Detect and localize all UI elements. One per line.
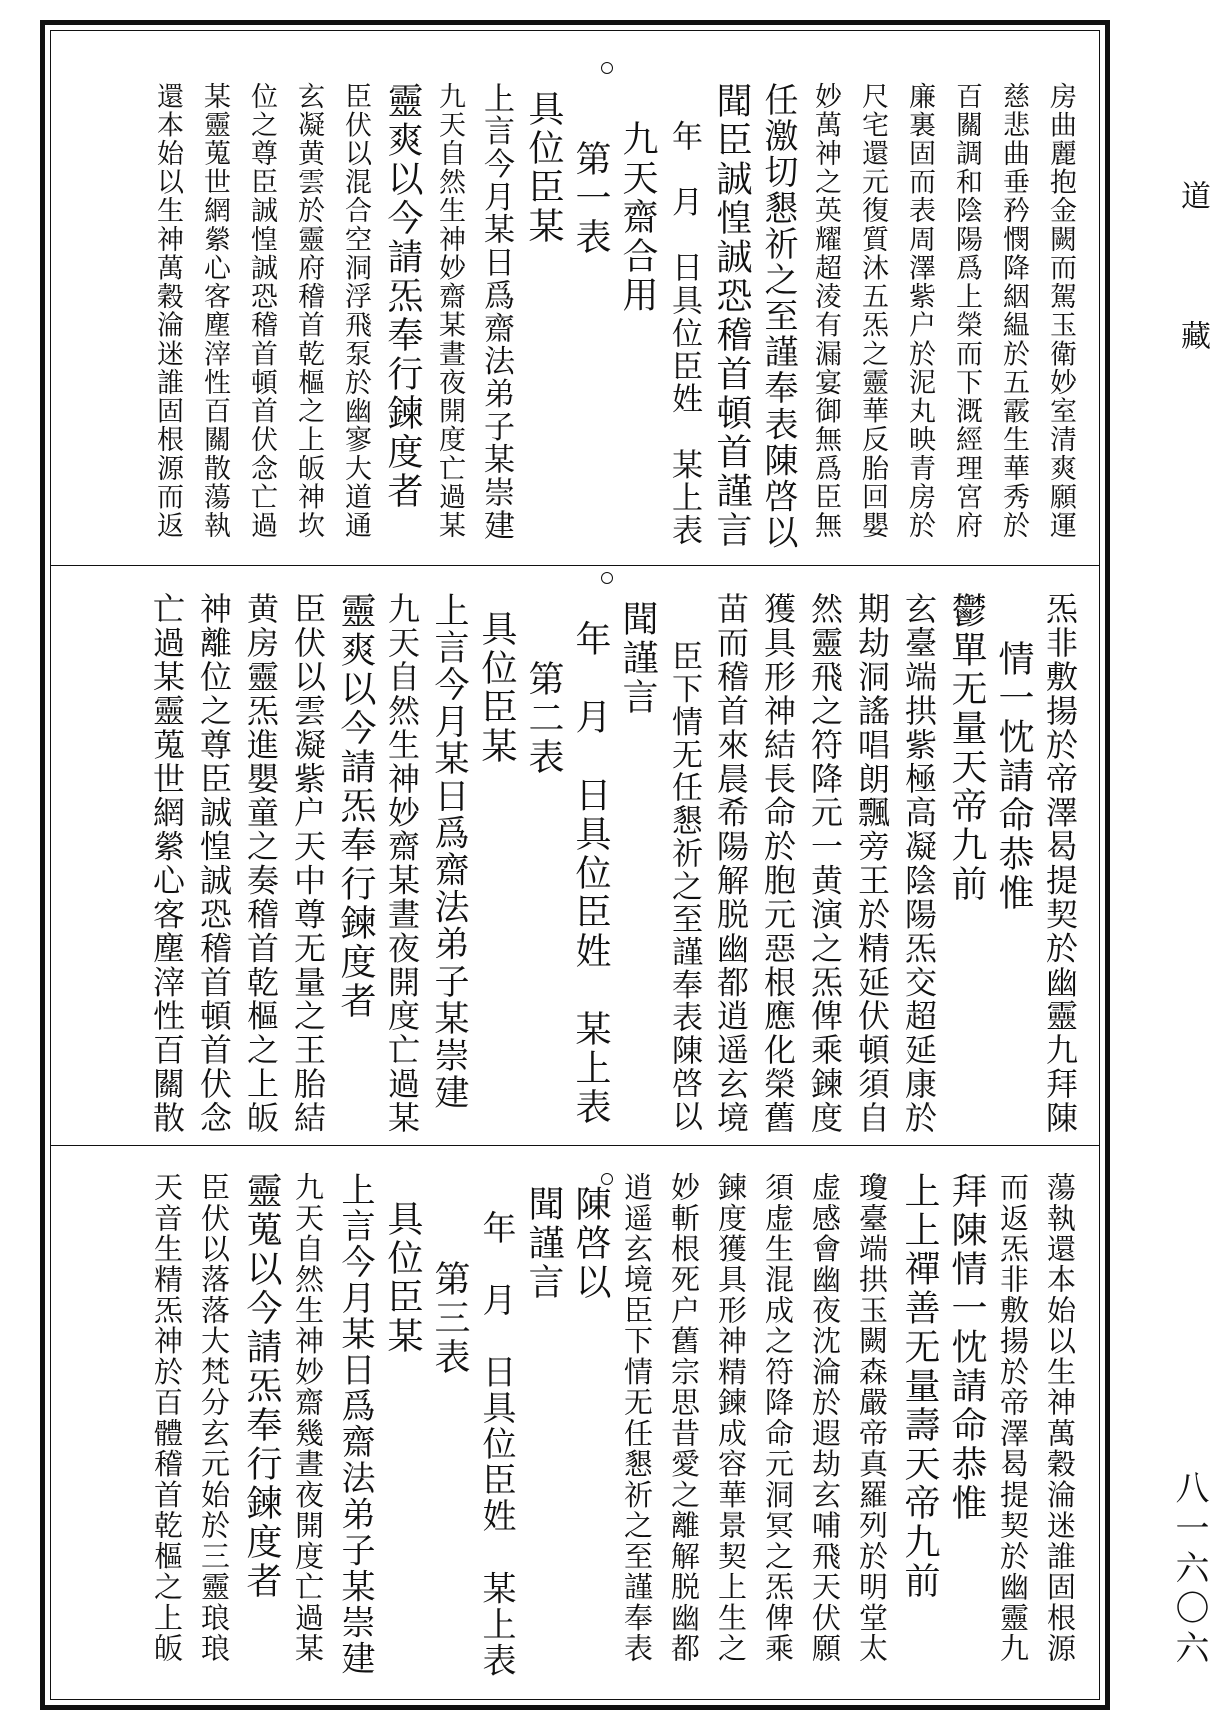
block-divider-2 xyxy=(50,1145,1100,1146)
text-column: 蕩執還本始以生神萬穀淪迷誰固根源 xyxy=(1043,1172,1077,1664)
text-column: 玄臺端拱紫極高凝陰陽炁交超延康於 xyxy=(900,592,938,1135)
text-column: 妙萬神之英耀超淩有漏宴御無爲臣無 xyxy=(810,82,841,540)
margin-book-char-2: 藏 xyxy=(1175,320,1210,356)
text-column: 臣伏以落落大梵分玄元始於三靈琅琅 xyxy=(197,1172,231,1664)
text-column: 靈蒐以今請炁奉行鍊度者 xyxy=(241,1172,282,1601)
heading: 第二表 xyxy=(523,660,564,777)
circle-mark xyxy=(601,572,613,584)
text-column: 黄房靈炁進嬰童之奏稽首乾樞之上皈 xyxy=(242,592,280,1135)
heading: 第三表 xyxy=(429,1260,470,1377)
text-column: 具位臣某 xyxy=(523,90,564,246)
text-column: 慈悲曲垂矜憫降絪緼於五霰生華秀於 xyxy=(998,82,1029,540)
text-column: 期劫洞謠唱朗飄旁王於精延伏頓須自 xyxy=(853,592,891,1135)
text-column: 任激切懇祈之至謹奉表陳啓以 xyxy=(758,82,798,551)
text-column: 逍遥玄境臣下情无任懇祈之至謹奉表 xyxy=(620,1172,654,1664)
text-column: 鍊度獲具形神精鍊成容華景契上生之 xyxy=(714,1172,748,1664)
circle-mark xyxy=(601,1173,613,1185)
text-column: 某靈蒐世網縈心客塵滓性百關散蕩執 xyxy=(199,82,230,540)
text-column: 神離位之尊臣誠惶誠恐稽首頓首伏念 xyxy=(195,592,233,1135)
text-column: 瓊臺端拱玉闕森嚴帝真羅列於明堂太 xyxy=(855,1172,889,1664)
text-column: 還本始以生神萬穀淪迷誰固根源而返 xyxy=(152,82,183,540)
text-column: 聞謹言 xyxy=(617,600,658,717)
text-column: 年 月 日具位臣姓 某上表 xyxy=(666,120,702,548)
text-column: 妙斬根死户舊宗思昔愛之離解脱幽都 xyxy=(667,1172,701,1664)
text-column: 情一忱請命恭惟 xyxy=(993,640,1034,913)
text-column: 聞臣誠惶誠恐稽首頓首謹言 xyxy=(711,82,752,550)
text-column: 具位臣某 xyxy=(382,1200,423,1356)
text-column: 須虚生混成之符降命元洞冥之炁俾乘 xyxy=(761,1172,795,1664)
heading: 第一表 xyxy=(570,140,611,257)
text-column: 位之尊臣誠惶誠恐稽首頓首伏念亡過 xyxy=(246,82,277,540)
text-column: 靈爽以今請炁奉行鍊度者 xyxy=(335,592,376,1021)
page-number: 八一六〇六 xyxy=(1169,1470,1209,1670)
text-column: 靈爽以今請炁奉行鍊度者 xyxy=(382,82,423,511)
text-column: 房曲麗抱金闕而駕玉衛妙室清爽願運 xyxy=(1045,82,1076,540)
text-column: 而返炁非敷揚於帝澤曷提契於幽靈九 xyxy=(996,1172,1030,1664)
text-column: 虚感會幽夜沈淪於遐劫玄哺飛天伏願 xyxy=(808,1172,842,1664)
text-column: 拜陳情一忱請命恭惟 xyxy=(946,1172,987,1523)
text-column: 臣伏以雲凝紫户天中尊无量之王胎結 xyxy=(289,592,327,1135)
text-column: 亡過某靈蒐世網縈心客塵滓性百關散 xyxy=(148,592,186,1135)
text-column: 百關調和陰陽爲上榮而下溉經理宮府 xyxy=(951,82,982,540)
text-column: 九天自然生神妙齋某晝夜開度亡過某 xyxy=(383,592,421,1135)
text-column: 臣伏以混合空洞浮飛泵於幽寥大道通 xyxy=(340,82,371,540)
text-column: 年 月 日具位臣姓 某上表 xyxy=(570,620,611,1127)
text-column: 玄凝黄雲於靈府稽首乾樞之上皈神坎 xyxy=(293,82,324,540)
block-divider-1 xyxy=(50,565,1100,566)
text-column: 上言今月某日爲齋法弟子某崇建 xyxy=(335,1172,375,1677)
text-column: 鬱單无量天帝九前 xyxy=(946,592,987,904)
text-column: 上言今月某日爲齋法弟子某崇建 xyxy=(478,82,514,543)
text-column: 聞謹言 xyxy=(523,1185,564,1302)
margin-book-char-1: 道 xyxy=(1175,180,1210,216)
text-column: 陳啓以 xyxy=(570,1185,611,1302)
text-column: 九天自然生神妙齋幾晝夜開度亡過某 xyxy=(291,1172,325,1664)
text-column: 炁非敷揚於帝澤曷提契於幽靈九拜陳 xyxy=(1041,592,1079,1135)
text-column: 九天齋合用 xyxy=(617,120,658,315)
text-column: 年 月 日具位臣姓 某上表 xyxy=(476,1210,516,1679)
text-column: 上上禪善无量壽天帝九前 xyxy=(899,1172,940,1601)
text-column: 臣下情无任懇祈之至謹奉表陳啓以 xyxy=(666,640,702,1133)
text-column: 然靈飛之符降元一黄演之炁俾乘鍊度 xyxy=(806,592,844,1135)
circle-mark xyxy=(601,62,613,74)
text-column: 九天自然生神妙齋某晝夜開度亡過某 xyxy=(434,82,465,540)
text-column: 廉裏固而表周澤紫户於泥丸映青房於 xyxy=(904,82,935,540)
text-column: 尺宅還元復質沐五炁之靈華反胎回嬰 xyxy=(857,82,888,540)
text-column: 具位臣某 xyxy=(476,610,517,766)
text-column: 天音生精炁神於百體稽首乾樞之上皈 xyxy=(150,1172,184,1664)
text-column: 獲具形神結長命於胞元惡根應化榮舊 xyxy=(759,592,797,1135)
text-column: 苗而稽首來晨希陽解脱幽都逍遥玄境 xyxy=(712,592,750,1135)
text-column: 上言今月某日爲齋法弟子某崇建 xyxy=(429,592,469,1112)
